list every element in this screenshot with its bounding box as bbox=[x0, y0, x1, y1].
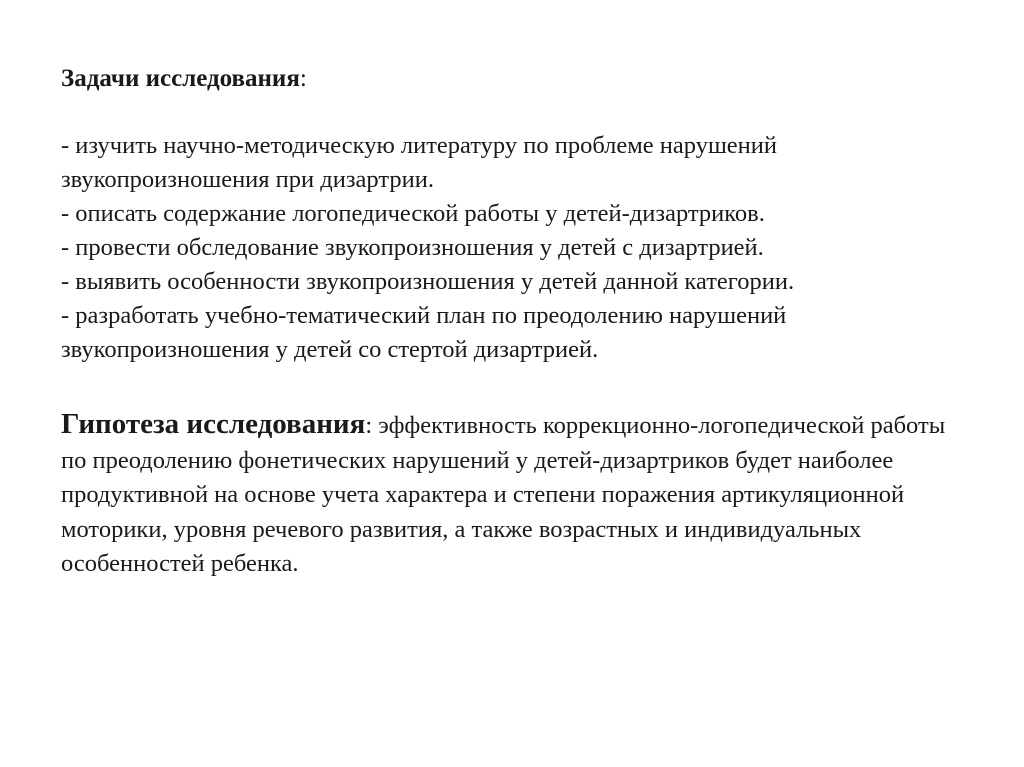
task-item-4: - выявить особенности звукопроизношения у детей данной категории. bbox=[61, 268, 795, 295]
hypothesis-paragraph bbox=[61, 407, 961, 582]
task-item-3: - провести обследование звукопроизношения у детей с дизартрией. bbox=[61, 234, 764, 261]
tasks-heading bbox=[61, 61, 961, 97]
tasks-list bbox=[61, 129, 961, 367]
hypothesis-text: : эффективность коррекционно-логопедической работы по преодолению фонетических нарушений у детей-дизартриков будет наиболее продуктивной на основе учета характера и степени поражения артикуляционной моторики, уровня речевого развития, а также возрастных и индивидуальных особенностей ребенка. bbox=[61, 412, 946, 577]
tasks-heading-colon: : bbox=[299, 65, 307, 92]
task-item-2: - описать содержание логопедической работы у детей-дизартриков. bbox=[61, 200, 765, 227]
tasks-heading-label: Задачи исследования bbox=[61, 65, 300, 92]
hypothesis-heading: Гипотеза исследования bbox=[61, 408, 366, 440]
tasks-section bbox=[61, 61, 961, 367]
task-item-1: - изучить научно-методическую литературу по проблеме нарушений звукопроизношения при дизартрии. bbox=[61, 132, 778, 193]
task-item-5: - разработать учебно-тематический план по преодолению нарушений звукопроизношения у детей со стертой дизартрией. bbox=[61, 302, 787, 363]
